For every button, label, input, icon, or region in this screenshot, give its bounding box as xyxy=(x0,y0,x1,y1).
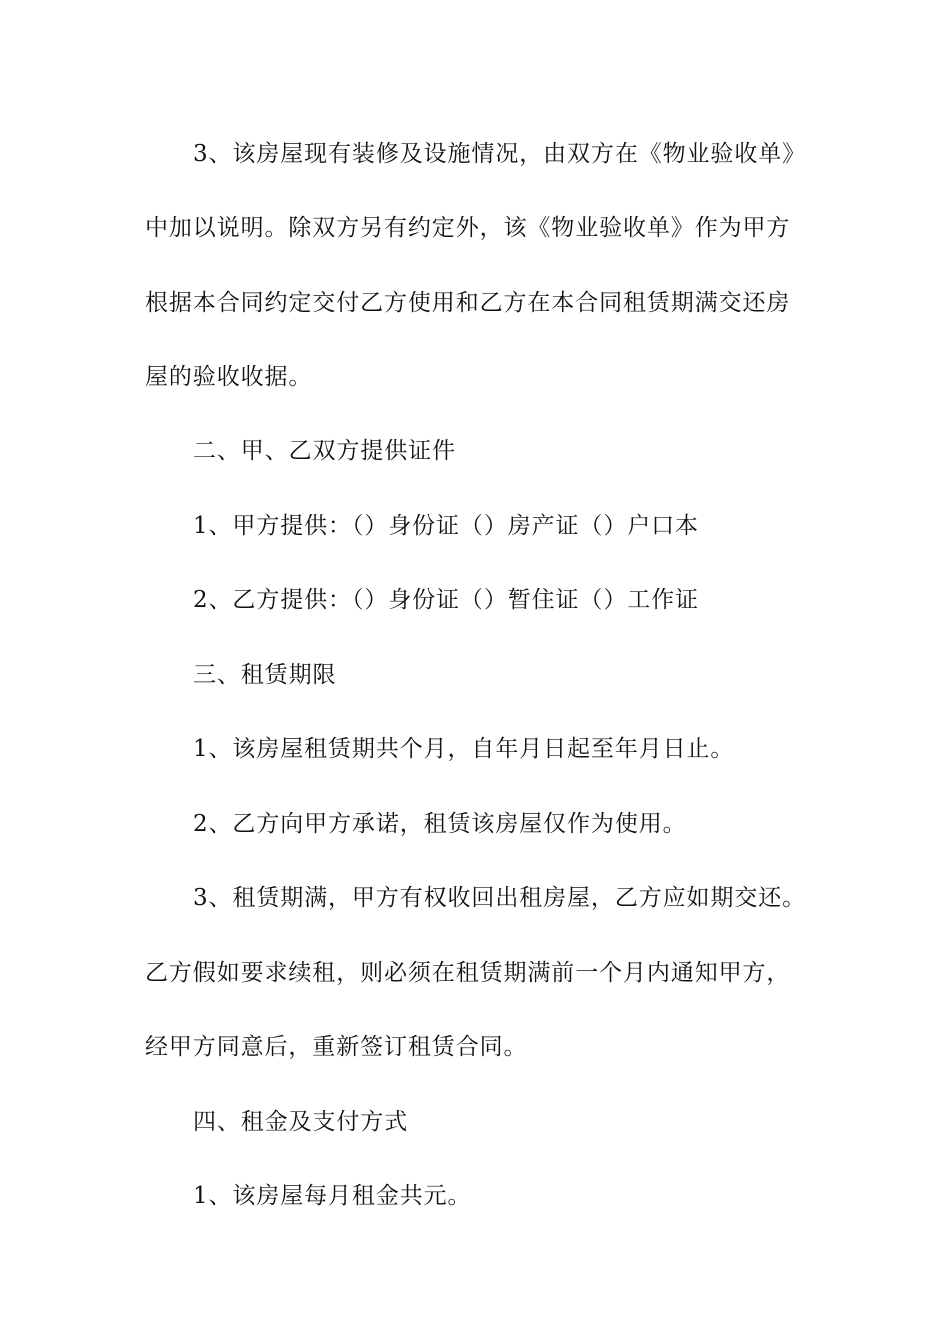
section-heading: 三、租赁期限 xyxy=(193,662,337,688)
paragraph-line: 2、乙方提供：（）身份证（）暂住证（）工作证 xyxy=(193,587,699,613)
paragraph-line: 1、该房屋每月租金共元。 xyxy=(193,1183,472,1209)
paragraph-line: 1、该房屋租赁期共个月，自年月日起至年月日止。 xyxy=(193,736,735,762)
section-heading: 四、租金及支付方式 xyxy=(193,1109,409,1135)
paragraph-line: 屋的验收收据。 xyxy=(145,364,313,390)
paragraph-line: 中加以说明。除双方另有约定外，该《物业验收单》作为甲方 xyxy=(145,215,791,241)
paragraph-line: 2、乙方向甲方承诺，租赁该房屋仅作为使用。 xyxy=(193,811,687,837)
paragraph-line: 3、该房屋现有装修及设施情况，由双方在《物业验收单》 xyxy=(193,141,807,167)
paragraph-line: 经甲方同意后，重新签订租赁合同。 xyxy=(145,1034,528,1060)
paragraph-line: 根据本合同约定交付乙方使用和乙方在本合同租赁期满交还房 xyxy=(145,290,791,316)
section-heading: 二、甲、乙双方提供证件 xyxy=(193,438,456,464)
paragraph-line: 3、租赁期满，甲方有权收回出租房屋，乙方应如期交还。 xyxy=(193,885,807,911)
paragraph-line: 乙方假如要求续租，则必须在租赁期满前一个月内通知甲方， xyxy=(145,960,791,986)
paragraph-line: 1、甲方提供：（）身份证（）房产证（）户口本 xyxy=(193,513,699,539)
